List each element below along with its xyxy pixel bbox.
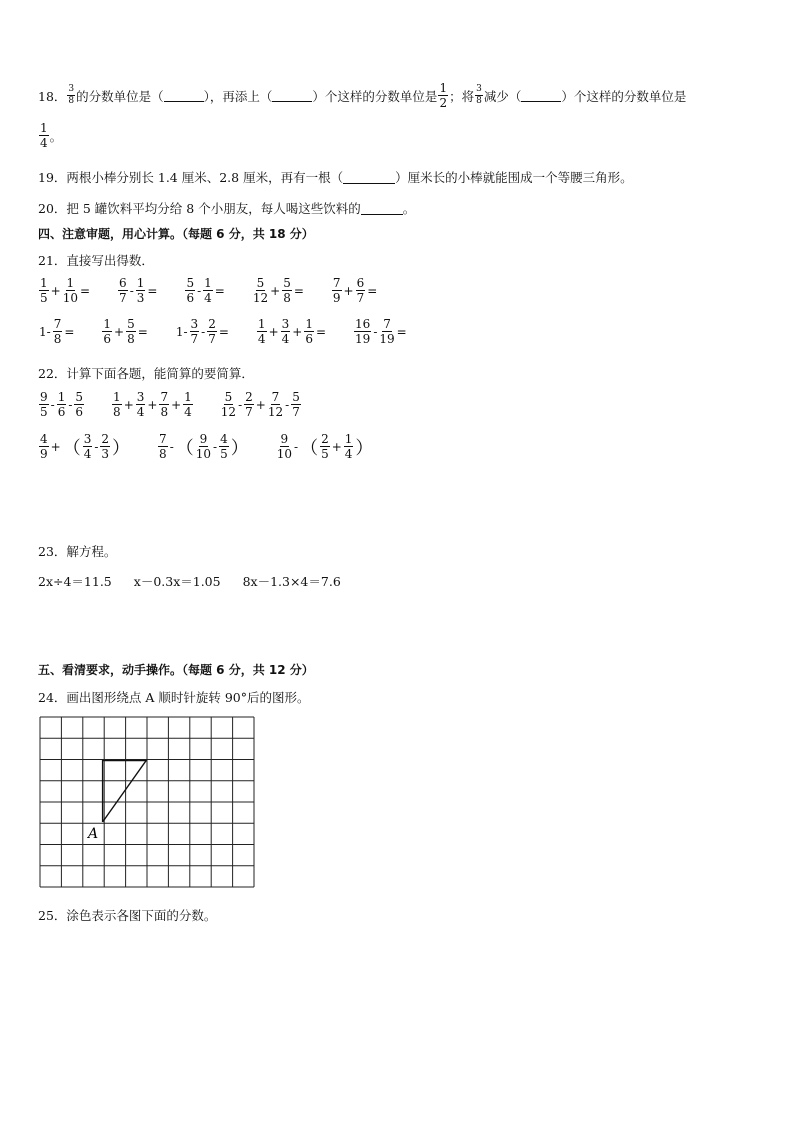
numerator: 4 (40, 432, 48, 446)
denominator: 4 (184, 405, 192, 419)
fraction (126, 318, 136, 345)
denominator: 7 (119, 291, 127, 305)
fraction (196, 433, 211, 460)
numerator: 2 (321, 432, 329, 446)
denominator: 4 (204, 291, 212, 305)
numerator: 9 (280, 432, 289, 446)
question-18-continued: $\frac{1}{4}$ 。 (40, 121, 63, 150)
answer-blank[interactable] (361, 202, 403, 215)
math-operator: = (64, 324, 75, 339)
numerator: 2 (101, 432, 110, 446)
fraction (158, 433, 168, 460)
math-operator: + (343, 283, 354, 298)
fraction (277, 433, 292, 460)
math-operator: - (94, 439, 99, 454)
fraction (207, 318, 217, 345)
numerator: 5 (292, 390, 300, 404)
point-a-label: A (88, 826, 99, 842)
denominator: 2 (439, 96, 448, 110)
calc-expression (38, 277, 91, 304)
numerator: 5 (186, 276, 195, 290)
math-operator: = (218, 324, 229, 339)
denominator: 10 (62, 291, 78, 305)
question-22-title: 22．计算下面各题，能简算的要简算． (38, 366, 254, 381)
fraction (219, 433, 229, 460)
grid-lines (40, 717, 254, 887)
numerator: 3 (476, 84, 482, 94)
numerator: 1 (204, 276, 212, 290)
fraction (136, 277, 146, 304)
math-operator: = (79, 283, 91, 298)
equation: 2x÷4＝11.5 (38, 574, 112, 589)
denominator: 9 (40, 447, 48, 461)
numerator: 5 (224, 390, 233, 404)
math-operator: = (147, 283, 158, 298)
answer-blank[interactable] (164, 89, 204, 102)
fraction (185, 277, 195, 304)
fraction (257, 318, 267, 345)
math-operator: = (367, 283, 378, 298)
calc-expression (220, 391, 302, 418)
math-operator: + (147, 397, 158, 412)
fraction (475, 85, 483, 106)
fraction (356, 277, 366, 304)
calc-expression (101, 318, 148, 345)
fraction (438, 82, 448, 109)
fraction (102, 318, 112, 345)
fraction (39, 433, 49, 460)
fraction (354, 318, 371, 345)
numerator: 9 (199, 432, 208, 446)
fraction (159, 391, 169, 418)
math-operator: = (293, 283, 304, 298)
calc-expression (117, 277, 158, 304)
math-operator: + (255, 397, 266, 412)
denominator: 10 (276, 447, 293, 461)
numerator: 5 (283, 276, 291, 290)
fraction (304, 318, 314, 345)
math-operator: - (201, 324, 206, 339)
math-operator: - (285, 397, 290, 412)
numerator: 7 (271, 390, 280, 404)
calc-expression (276, 433, 375, 460)
numerator: 3 (190, 317, 199, 331)
fraction (332, 277, 342, 304)
math-operator: ） (230, 437, 249, 459)
math-operator: = (315, 324, 327, 339)
math-operator: - (68, 397, 73, 412)
math-operator: + (270, 283, 281, 298)
denominator: 4 (83, 447, 92, 461)
denominator: 5 (40, 291, 48, 305)
denominator: 5 (220, 447, 228, 461)
denominator: 3 (101, 447, 110, 461)
rotation-grid[interactable] (38, 714, 256, 890)
question-23-title: 23．解方程。 (38, 544, 117, 559)
math-operator: - (169, 439, 174, 454)
math-operator: （ (62, 437, 81, 459)
question-25-title: 25．涂色表示各图下面的分数。 (38, 908, 217, 923)
math-operator: - (294, 439, 299, 454)
math-operator: 1- (175, 324, 188, 339)
numerator: 1 (40, 121, 48, 135)
q23-equations (38, 572, 341, 590)
calc-expression (353, 318, 408, 345)
fraction (244, 391, 254, 418)
calc-expression (38, 433, 131, 460)
math-operator: - (373, 324, 378, 339)
numerator: 3 (83, 432, 92, 446)
denominator: 12 (252, 291, 269, 305)
q21-row-1 (38, 277, 404, 304)
numerator: 5 (75, 390, 84, 404)
numerator: 7 (53, 317, 62, 331)
math-operator: + (114, 324, 125, 339)
denominator: 8 (68, 96, 75, 106)
math-operator: ） (355, 437, 374, 459)
denominator: 8 (127, 332, 135, 346)
calc-expression (38, 391, 85, 418)
numerator: 1 (305, 317, 313, 331)
equation: 8x－1.3×4＝7.6 (242, 574, 341, 589)
denominator: 4 (40, 136, 48, 150)
numerator: 1 (344, 432, 353, 446)
fraction (379, 318, 394, 345)
calc-expression (157, 433, 250, 460)
numerator: 4 (220, 432, 228, 446)
numerator: 5 (127, 317, 135, 331)
numerator: 1 (103, 317, 112, 331)
q21-row-2 (38, 318, 434, 345)
fraction (203, 277, 213, 304)
answer-blank[interactable] (343, 171, 395, 184)
calc-expression (331, 277, 378, 304)
numerator: 1 (113, 390, 121, 404)
calc-expression (175, 318, 230, 345)
numerator: 1 (184, 390, 192, 404)
denominator: 7 (208, 332, 216, 346)
numerator: 9 (40, 390, 48, 404)
section-5-heading: 五、看清要求，动手操作。（每题 6 分，共 12 分） (38, 663, 314, 677)
section-4-heading: 四、注意审题，用心计算。（每题 6 分，共 18 分） (38, 227, 314, 241)
denominator: 6 (103, 332, 112, 346)
denominator: 5 (40, 405, 48, 419)
denominator: 6 (57, 405, 66, 419)
numerator: 1 (257, 317, 266, 331)
math-operator: - (238, 397, 243, 412)
denominator: 19 (379, 332, 395, 346)
calc-expression (256, 318, 327, 345)
denominator: 7 (245, 405, 253, 419)
denominator: 8 (53, 332, 62, 346)
numerator: 7 (159, 432, 167, 446)
math-operator: 1- (39, 324, 51, 339)
question-20: 20．把 5 罐饮料平均分给 8 个小朋友，每人喝这些饮料的 。 (38, 201, 416, 216)
fraction (74, 391, 84, 418)
q22-row-1 (38, 391, 328, 418)
denominator: 12 (267, 405, 284, 419)
math-operator: （ (300, 437, 319, 459)
numerator: 7 (383, 317, 391, 331)
math-operator: ） (112, 437, 131, 459)
numerator: 1 (136, 276, 145, 290)
denominator: 7 (292, 405, 300, 419)
numerator: 3 (136, 390, 145, 404)
math-operator: + (50, 439, 61, 454)
math-operator: - (213, 439, 218, 454)
fraction (63, 277, 78, 304)
denominator: 4 (257, 332, 266, 346)
numerator: 7 (160, 390, 169, 404)
numerator: 3 (281, 317, 290, 331)
calc-expression (252, 277, 305, 304)
math-operator: （ (175, 437, 194, 459)
numerator: 2 (245, 390, 253, 404)
fraction (282, 277, 292, 304)
calc-expression (111, 391, 194, 418)
question-24-title: 24．画出图形绕点 A 顺时针旋转 90°后的图形。 (38, 690, 310, 705)
denominator: 8 (283, 291, 291, 305)
denominator: 19 (355, 332, 371, 346)
fraction (39, 391, 49, 418)
answer-blank[interactable] (272, 89, 312, 102)
numerator: 1 (57, 390, 66, 404)
math-operator: = (137, 324, 148, 339)
fraction (344, 433, 354, 460)
fraction (253, 277, 268, 304)
math-operator: + (171, 397, 182, 412)
denominator: 8 (113, 405, 121, 419)
numerator: 16 (355, 317, 371, 331)
denominator: 7 (190, 332, 199, 346)
denominator: 10 (195, 447, 212, 461)
fraction (57, 391, 67, 418)
fraction (67, 85, 75, 106)
math-operator: + (331, 439, 342, 454)
fraction (83, 433, 93, 460)
fraction (183, 391, 193, 418)
calc-expression (184, 277, 225, 304)
numerator: 3 (68, 84, 75, 94)
answer-blank[interactable] (521, 89, 561, 102)
triangle-shape (103, 761, 147, 823)
fraction (136, 391, 146, 418)
denominator: 4 (344, 447, 353, 461)
numerator: 6 (356, 276, 365, 290)
numerator: 7 (332, 276, 341, 290)
fraction (100, 433, 110, 460)
denominator: 8 (476, 96, 482, 106)
fraction (281, 318, 291, 345)
question-19: 19．两根小棒分别长 1.4 厘米、2.8 厘米，再有一根（ ）厘米长的小棒就能围成一个等腰三角形。 (38, 170, 633, 185)
numerator: 2 (208, 317, 216, 331)
denominator: 4 (281, 332, 290, 346)
question-21-title: 21．直接写出得数． (38, 253, 154, 268)
denominator: 12 (220, 405, 237, 419)
fraction (118, 277, 128, 304)
math-operator: = (214, 283, 225, 298)
fraction (39, 122, 49, 149)
fraction (320, 433, 330, 460)
denominator: 6 (305, 332, 313, 346)
fraction (221, 391, 236, 418)
math-operator: - (129, 283, 134, 298)
calc-expression (38, 318, 75, 345)
numerator: 5 (256, 276, 265, 290)
fraction (268, 391, 283, 418)
fraction (190, 318, 200, 345)
denominator: 9 (332, 291, 341, 305)
q22-row-2 (38, 433, 400, 460)
fraction (291, 391, 301, 418)
denominator: 4 (136, 405, 145, 419)
math-operator: - (197, 283, 202, 298)
denominator: 6 (75, 405, 84, 419)
numerator: 1 (439, 81, 448, 95)
math-operator: + (292, 324, 303, 339)
math-operator: + (268, 324, 279, 339)
fraction (53, 318, 63, 345)
denominator: 5 (321, 447, 329, 461)
denominator: 8 (160, 405, 169, 419)
math-operator: + (50, 283, 61, 298)
math-operator: - (50, 397, 55, 412)
equation: x－0.3x＝1.05 (133, 574, 221, 589)
denominator: 7 (356, 291, 365, 305)
numerator: 1 (66, 276, 75, 290)
math-operator: = (396, 324, 407, 339)
denominator: 8 (159, 447, 167, 461)
numerator: 1 (40, 276, 48, 290)
fraction (39, 277, 49, 304)
question-18: 18． $\frac{3}{8}$ 的分数单位是（ ），再添上（ ）个这样的分数单位是 $\frac{1}{2}$ ；将 $\frac{3}{8}$ 减少（ ）个这样的分数单位是 (38, 81, 687, 110)
fraction (112, 391, 122, 418)
denominator: 3 (136, 291, 145, 305)
math-operator: + (123, 397, 134, 412)
denominator: 6 (186, 291, 195, 305)
numerator: 6 (119, 276, 127, 290)
